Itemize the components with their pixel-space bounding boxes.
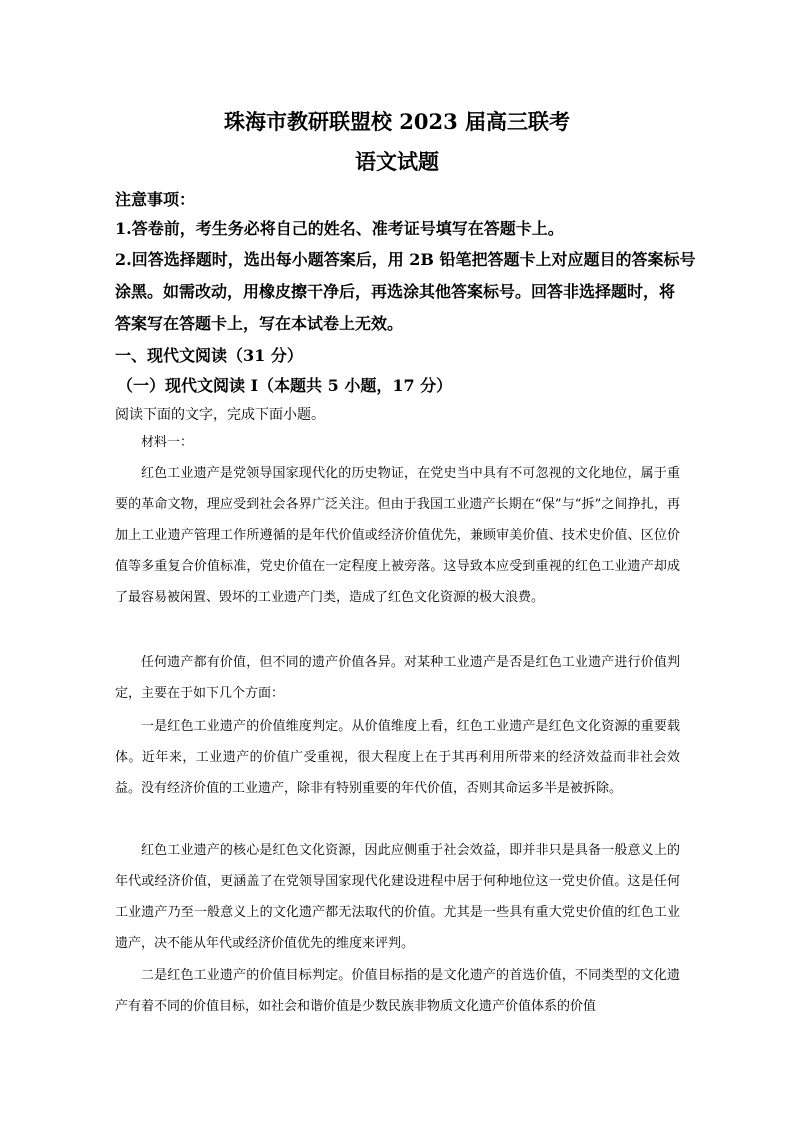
material-label: 材料一： [141, 435, 194, 450]
exam-subtitle: 语文试题 [355, 149, 439, 174]
material-paragraph-5: 二是红色工业遗产的价值目标判定。价值目标指的是文化遗产的首选价值，不同类型的文化遗产有着不同的价值目标，如社会和谐价值是少数民族非物质文化遗产价值体系的价值 [115, 968, 680, 1014]
notice-item-2-line-2: 涂黑。如需改动，用橡皮擦干净后，再选涂其他答案标号。回答非选择题时，将 [115, 282, 676, 301]
exam-title: 珠海市教研联盟校 2023 届高三联考 [223, 109, 571, 134]
reading-instruction: 阅读下面的文字，完成下面小题。 [115, 407, 325, 423]
notice-item-2-line-3: 答案写在答题卡上，写在本试卷上无效。 [115, 314, 404, 333]
material-paragraph-1: 红色工业遗产是党领导国家现代化的历史物证，在党史当中具有不可忽视的文化地位，属于重要的革命文物，理应受到社会各界广泛关注。但由于我国工业遗产长期在“保”与“拆”之间挣扎，再加上工业遗产管理工作所遵循的是年代价值或经济价值优先，兼顾审美价值、技术史价值、区位价值等多重复合价值标准，党史价值在一定程度上被旁落。这导致本应受到重视的红色工业遗产却成了最容易被闲置、毁坏的工业遗产门类，造成了红色文化资源的极大浪费。 [115, 466, 680, 605]
material-paragraph-4: 红色工业遗产的核心是红色文化资源，因此应侧重于社会效益，即并非只是具备一般意义上的年代或经济价值，更涵盖了在党领导国家现代化建设进程中居于何种地位这一党史价值。这是任何工业遗产乃至一般意义上的文化遗产都无法取代的价值。尤其是一些具有重大党史价值的红色工业遗产，决不能从年代或经济价值优先的维度来评判。 [115, 843, 680, 951]
material-paragraph-3: 一是红色工业遗产的价值维度判定。从价值维度上看，红色工业遗产是红色文化资源的重要载体。近年来，工业遗产的价值广受重视，很大程度上在于其再利用所带来的经济效益而非社会效益。没有经济价值的工业遗产，除非有特别重要的年代价值，否则其命运多半是被拆除。 [115, 719, 680, 796]
section-subheading: （一）现代文阅读 I（本题共 5 小题，17 分） [117, 376, 453, 395]
notice-item-1: 1.答卷前，考生务必将自己的姓名、准考证号填写在答题卡上。 [115, 219, 564, 238]
notice-heading: 注意事项： [115, 190, 196, 209]
notice-item-2-line-1: 2.回答选择题时，选出每小题答案后，用 2B 铅笔把答题卡上对应题目的答案标号 [115, 250, 696, 269]
section-heading: 一、现代文阅读（31 分） [115, 346, 303, 365]
material-paragraph-2: 任何遗产都有价值，但不同的遗产价值各异。对某种工业遗产是否是红色工业遗产进行价值判定，主要在于如下几个方面： [115, 655, 680, 701]
